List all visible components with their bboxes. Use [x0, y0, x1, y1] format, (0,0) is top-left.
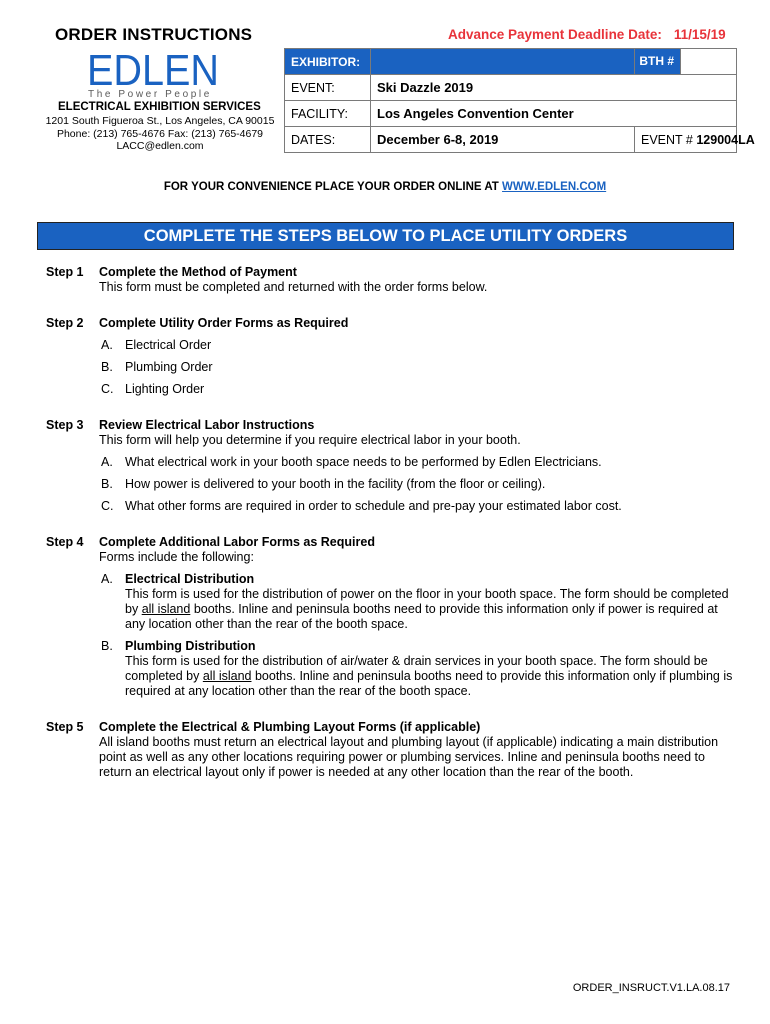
exhibitor-field[interactable]	[371, 49, 635, 75]
form-title: Electrical Distribution	[125, 572, 255, 586]
step-description: This form will help you determine if you require electrical labor in your booth.	[99, 433, 521, 447]
step-title: Complete Additional Labor Forms as Required	[99, 535, 375, 549]
step-title: Complete the Electrical & Plumbing Layout Forms (if applicable)	[99, 720, 481, 734]
event-value: Ski Dazzle 2019	[371, 75, 737, 101]
deadline-label: Advance Payment Deadline Date:	[448, 27, 662, 42]
booth-field[interactable]	[681, 49, 736, 74]
facility-value: Los Angeles Convention Center	[371, 101, 737, 127]
edlen-website-link[interactable]: WWW.EDLEN.COM	[502, 181, 607, 193]
list-item: B. Plumbing Distribution This form is used for the distribution of air/water & drain services in your booth space. The form should be completed by all island booths. Inline and peninsula booths need to provide this information only if plumbing is required at any location other than the rear of the booth space.	[99, 639, 736, 699]
step-4	[46, 535, 736, 699]
step-description: Forms include the following:	[99, 550, 254, 564]
company-address: 1201 South Figueroa St., Los Angeles, CA 90015	[45, 115, 275, 127]
form-title: Plumbing Distribution	[125, 639, 256, 653]
step-number: Step 2	[46, 316, 84, 330]
dates-value: December 6-8, 2019	[371, 127, 635, 153]
event-number-label: EVENT #	[641, 132, 693, 147]
step-number: Step 1	[46, 265, 84, 279]
list-item: C. Lighting Order	[101, 382, 205, 396]
online-order-note	[0, 181, 770, 193]
list-item: A. What electrical work in your booth space needs to be performed by Edlen Electricians.	[101, 455, 602, 469]
event-number	[635, 127, 755, 153]
exhibitor-label: EXHIBITOR:	[285, 49, 371, 75]
edlen-logo	[87, 47, 219, 91]
booth-cell	[635, 49, 737, 75]
step-number: Step 5	[46, 720, 84, 734]
form-description: This form is used for the distribution of air/water & drain services in your booth space. The form should be completed by all island booths. Inline and peninsula booths need to provide this information only if plumbing is required at any location other than the rear of the booth space.	[125, 654, 733, 698]
list-item: A. Electrical Order	[101, 338, 212, 352]
event-label: EVENT:	[285, 75, 371, 101]
step-1	[46, 265, 736, 295]
company-phone-fax: Phone: (213) 765-4676 Fax: (213) 765-4679	[56, 127, 264, 140]
event-number-value: 129004LA	[696, 132, 755, 147]
page-title: ORDER INSTRUCTIONS	[55, 25, 253, 44]
form-description: This form is used for the distribution of power on the floor in your booth space. The form should be completed by all island booths. Inline and peninsula booths need to provide this information only if power is required at any location other than the rear of the booth space.	[125, 587, 729, 631]
step-description: All island booths must return an electrical layout and plumbing layout (if applicable) indicating a main distribution point as well as any other locations requiring power or plumbing services. Inline and peninsula booths need to return an electrical layout only if power is needed at any other location than the rear of the booth.	[99, 735, 719, 779]
dates-label: DATES:	[285, 127, 371, 153]
step-5	[46, 720, 736, 780]
company-contact	[42, 115, 278, 153]
list-item: B. How power is delivered to your booth in the facility (from the floor or ceiling).	[101, 477, 546, 491]
logo-tagline: The Power People	[88, 89, 212, 100]
step-3	[46, 418, 736, 514]
step-title: Review Electrical Labor Instructions	[99, 418, 315, 432]
event-info-table	[284, 48, 755, 153]
step-number: Step 4	[46, 535, 84, 549]
steps-list	[46, 265, 736, 801]
steps-banner: COMPLETE THE STEPS BELOW TO PLACE UTILITY ORDERS	[37, 222, 734, 250]
step-description: This form must be completed and returned with the order forms below.	[99, 280, 488, 294]
step-number: Step 3	[46, 418, 84, 432]
step-2	[46, 316, 736, 397]
step-title: Complete Utility Order Forms as Required	[99, 316, 349, 330]
step-title: Complete the Method of Payment	[99, 265, 297, 279]
list-item: B. Plumbing Order	[101, 360, 213, 374]
list-item: A. Electrical Distribution This form is used for the distribution of power on the floor in your booth space. The form should be completed by all island booths. Inline and peninsula booths need to provide this information only if power is required at any location other than the rear of the booth space.	[99, 572, 736, 632]
company-email: LACC@edlen.com	[116, 140, 204, 152]
payment-deadline	[448, 27, 726, 42]
booth-label: BTH #	[635, 49, 681, 74]
logo-text: EDLEN	[87, 47, 219, 91]
deadline-date: 11/15/19	[673, 27, 726, 42]
facility-label: FACILITY:	[285, 101, 371, 127]
list-item: C. What other forms are required in order to schedule and pre-pay your estimated labor cost.	[101, 499, 622, 513]
online-order-text: FOR YOUR CONVENIENCE PLACE YOUR ORDER ONLINE AT	[163, 181, 499, 193]
document-code: ORDER_INSRUCT.V1.LA.08.17	[572, 982, 730, 994]
company-name: ELECTRICAL EXHIBITION SERVICES	[58, 101, 261, 113]
